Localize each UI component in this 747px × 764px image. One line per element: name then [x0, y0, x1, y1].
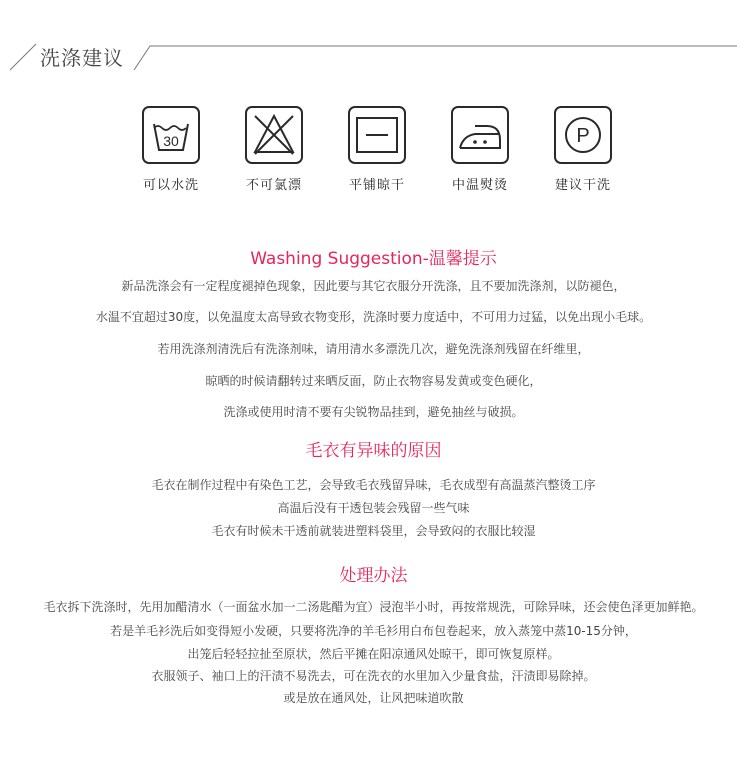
wash-30-icon — [142, 106, 200, 164]
paragraph-line: 毛衣在制作过程中有染色工艺，会导致毛衣残留异味，毛衣成型有高温蒸汽整烫工序 — [151, 478, 596, 492]
care-icons-row — [0, 100, 747, 200]
header-title: 洗涤建议 — [40, 46, 124, 70]
care-item-dry — [332, 100, 422, 193]
paragraph-line: 若是羊毛衫洗后如变得短小发硬，只要将洗净的羊毛衫用白布包卷起来，放入蒸笼中蒸10-15分钟， — [110, 624, 637, 638]
iron-medium-icon — [451, 106, 509, 164]
paragraph-line: 高温后没有干透包装会残留一些气味 — [277, 501, 470, 515]
care-label-dryclean: 建议干洗 — [554, 178, 611, 193]
care-label-bleach: 不可氯漂 — [245, 178, 302, 193]
dry-flat-icon — [348, 106, 406, 164]
care-label-dry: 平铺晾干 — [348, 178, 405, 193]
care-item-wash — [126, 100, 216, 193]
paragraph-line: 出笼后轻轻拉扯至原状，然后平摊在阳凉通风处晾干，即可恢复原样。 — [187, 647, 560, 661]
care-label-iron: 中温熨烫 — [451, 178, 508, 193]
dry-clean-letter: P — [576, 125, 590, 147]
care-label-wash: 可以水洗 — [142, 178, 199, 193]
paragraph-line: 衣服领子、袖口上的汗渍不易洗去，可在洗衣的水里加入少量食盐，汗渍即易除掉。 — [151, 669, 596, 683]
paragraph-line: 毛衣有时候未干透前就装进塑料袋里，会导致闷的衣服比较湿 — [211, 524, 536, 538]
paragraph-line: 洗涤或使用时清不要有尖锐物品挂到，避免抽丝与破损。 — [223, 405, 524, 419]
paragraph-line: 或是放在通风处，让风把味道吹散 — [283, 691, 464, 705]
header — [0, 0, 747, 90]
paragraph-line: 毛衣拆下洗涤时，先用加醋清水（一面盆水加一二汤匙醋为宜）浸泡半小时，再按常规洗，可除异味，还会使色泽更加鲜艳。 — [43, 600, 704, 614]
section-title-washing: Washing Suggestion-温馨提示 — [250, 249, 497, 269]
paragraph-line: 若用洗涤剂清洗后有洗涤剂味，请用清水多漂洗几次，避免洗涤剂残留在纤维里， — [157, 342, 590, 356]
care-item-iron — [435, 100, 525, 193]
section-title-solution: 处理办法 — [339, 566, 408, 586]
paragraph-line: 水温不宜超过30度，以免温度太高导致衣物变形，洗涤时要力度适中，不可用力过猛，以免出现小毛球。 — [95, 310, 652, 324]
care-item-dryclean — [538, 100, 628, 193]
paragraph-line: 晾晒的时候请翻转过来晒反面，防止衣物容易发黄或变色硬化， — [205, 374, 542, 388]
paragraph-line: 新品洗涤会有一定程度褪掉色现象，因此要与其它衣服分开洗涤，且不要加洗涤剂，以防褪色， — [121, 279, 626, 293]
section-title-odor-cause: 毛衣有异味的原因 — [305, 441, 442, 461]
dry-clean-p-icon — [554, 106, 612, 164]
wash-temperature: 30 — [163, 133, 179, 149]
no-bleach-icon — [245, 106, 303, 164]
care-item-bleach — [229, 100, 319, 193]
